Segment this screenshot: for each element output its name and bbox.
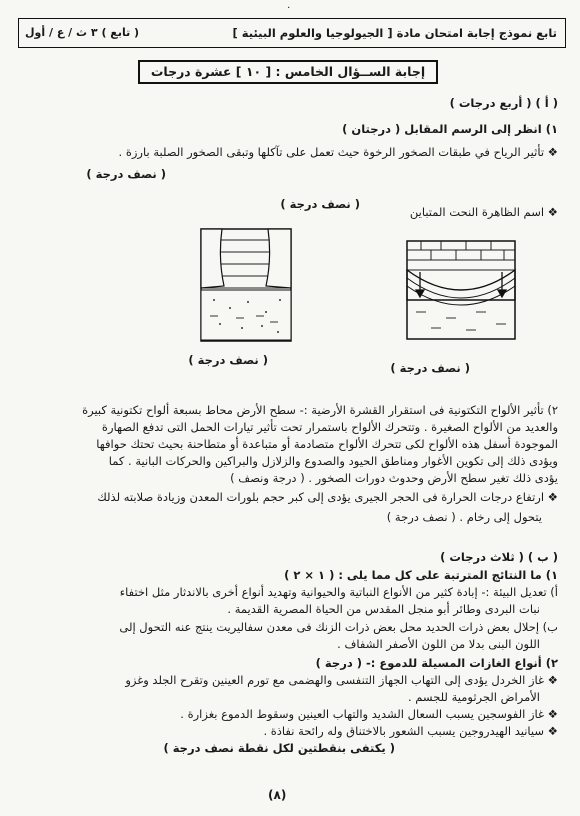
part-b-label: ( ب ) ( ثلاث درجات ) [440, 550, 558, 564]
bullet-icon [544, 673, 558, 687]
part-a-q2-line2: والعديد من الألواح الصغيرة . وتتحرك الألواح باستمرار تحت تأثير تيارات الحمل التى تدفع الصهارة [101, 420, 558, 434]
part-b-q2-bullet3: ❖ سيانيد الهيدروجين يسبب الشعور بالاختناق وله رائحة نفاذة . [263, 724, 558, 739]
part-a-label: ( أ ) ( أربع درجات ) [449, 96, 558, 110]
bullet-icon [544, 707, 558, 721]
part-b-q2-bullet1: ❖ غاز الخردل يؤدى إلى التهاب الجهاز التنفسى والهضمى مع تورم العينين وتقرح الجلد وغزو [125, 673, 558, 688]
top-mark: ٠ [286, 2, 292, 13]
part-b-q2-bullet1-cont: الأمراض الجرثومية للجسم . [407, 690, 540, 704]
figure-mark-right: ( نصف درجة ) [390, 361, 470, 375]
part-b-note: ( يكتفى بنقطتين لكل نقطة نصف درجة ) [163, 741, 395, 755]
part-a-q2-bullet-line1: ❖ ارتفاع درجات الحرارة فى الحجر الجيرى يؤدى إلى كبر حجم بلورات المعدن وزيادة صلابته لذلك [97, 490, 558, 505]
page-header [18, 18, 566, 48]
part-b-q1a-line1: أ) تعديل البيئة :- إبادة كثير من الأنواع النباتية والحيوانية وتهديد أنواع أخرى بالاندثار مثل اختفاء [119, 585, 558, 599]
part-a-q2-bullet-line2: يتحول إلى رخام . ( نصف درجة ) [386, 510, 542, 524]
figure-mark-left: ( نصف درجة ) [188, 353, 268, 367]
header-title: تابع نموذج إجابة امتحان مادة [ الجيولوجيا والعلوم البيئية ] [232, 26, 557, 40]
part-b-q1: ١) ما النتائج المترتبة على كل مما يلى : ( ١ × ٢ ) [284, 568, 558, 582]
part-a-q1-bullet2: ❖ اسم الظاهرة النحت المتباين [410, 205, 558, 220]
part-a-q1: ١) انظر إلى الرسم المقابل ( درجتان ) [342, 122, 558, 136]
part-b-q1a-line2: نبات البردى وطائر أبو منجل المقدس من الحياة المصرية القديمة . [227, 602, 540, 616]
part-a-q2-line1: ٢) تأثير الألواح التكتونية فى استقرار القشرة الأرضية :- سطح الأرض محاط بسبعة ألواح تكتونية كبيرة [82, 403, 558, 417]
page-number: (٨) [268, 788, 287, 802]
bullet-icon [544, 490, 558, 504]
part-a-q1-mark2: ( نصف درجة ) [280, 197, 360, 211]
header-grade: ( تابع ) ٣ ث / ع / أول [25, 26, 140, 39]
part-a-q1-mark1: ( نصف درجة ) [86, 167, 166, 181]
question-title: إجابة الســؤال الخامس : [ ١٠ ] عشرة درجات [138, 60, 438, 84]
part-b-q1b-line2: اللون البنى بدلا من اللون الأصفر الشفاف . [337, 637, 540, 651]
part-a-q1-bullet1: ❖ تأثير الرياح في طبقات الصخور الرخوة حيث تعمل على تآكلها وتبقى الصخور الصلبة بارزة . [119, 145, 558, 160]
bullet-icon [544, 205, 558, 219]
part-b-q1b-line1: ب) إحلال بعض ذرات الحديد محل بعض ذرات الزنك فى معدن سفاليريت ينتج عنه التحول إلى [119, 620, 558, 634]
figure-wind-erosion [406, 240, 516, 340]
part-a-q2-line4: ويؤدى ذلك إلى تكوين الأغوار ومناطق الحيود والصدوع والزلازل والبراكين والحركات البانية . كما [108, 454, 558, 468]
bullet-icon [544, 724, 558, 738]
figure-eroded-layers [200, 228, 292, 342]
part-a-q2-line5: يؤدى ذلك تغير سطح الأرض وحدوث دورات الصخور . ( درجة ونصف ) [230, 471, 558, 485]
part-a-q2-line3: الموجودة أسفل هذه الألواح لكى تتحرك الألواح متصادمة أو متباعدة أو متطاحنة بحيث تحتك حوافها [96, 437, 558, 451]
part-b-q2: ٢) أنواع الغازات المسيلة للدموع :- ( درجة ) [315, 656, 558, 670]
bullet-icon [544, 145, 558, 159]
part-b-q2-bullet2: ❖ غاز الفوسجين يسبب السعال الشديد والتهاب العينين وسقوط الدموع بغزارة . [180, 707, 558, 722]
